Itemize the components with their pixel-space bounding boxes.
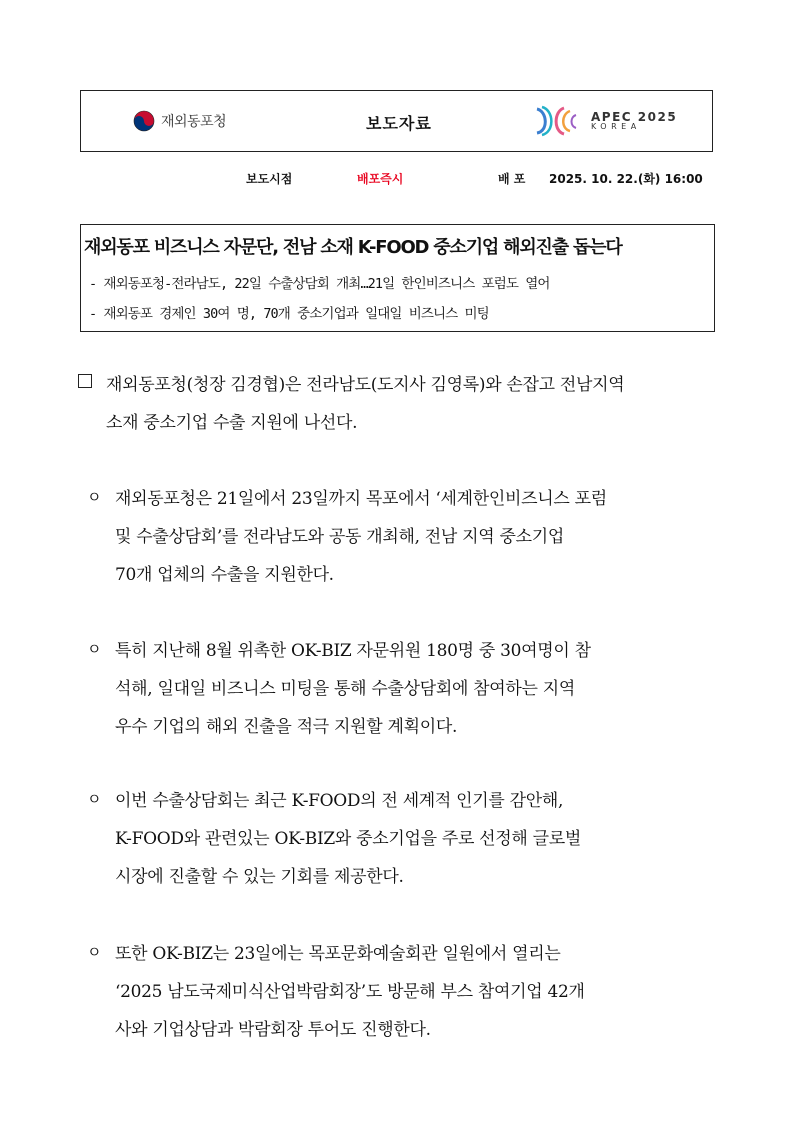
subheadline: - 재외동포청-전라남도, 22일 수출상담회 개최…21일 한인비즈니스 포럼도 열어	[89, 276, 550, 292]
org-logo	[133, 110, 226, 132]
press-header	[80, 90, 713, 152]
paragraph-line: 및 수출상담회’를 전라남도와 공동 개최해, 전남 지역 중소기업	[115, 527, 564, 547]
distribution-label: 배 포	[498, 172, 526, 186]
bullet-circle-icon: ㅇ	[87, 790, 102, 808]
headline-box	[80, 224, 715, 332]
release-time-label: 보도시점	[246, 172, 293, 186]
distribution-date: 2025. 10. 22.(화) 16:00	[549, 172, 703, 186]
paragraph-line: 우수 기업의 해외 진출을 적극 지원할 계획이다.	[115, 717, 458, 737]
subheadline: - 재외동포 경제인 30여 명, 70개 중소기업과 일대일 비즈니스 미팅	[89, 306, 489, 322]
apec-emblem-icon	[533, 103, 585, 139]
paragraph-line: 사와 기업상담과 박람회장 투어도 진행한다.	[115, 1020, 431, 1040]
paragraph-line: 석해, 일대일 비즈니스 미팅을 통해 수출상담회에 참여하는 지역	[115, 679, 576, 699]
paragraph-line: 특히 지난해 8월 위촉한 OK-BIZ 자문위원 180명 중 30여명이 참	[115, 641, 591, 661]
headline: 재외동포 비즈니스 자문단, 전남 소재 K-FOOD 중소기업 해외진출 돕는다	[84, 237, 622, 258]
document-type: 보도자료	[366, 114, 432, 133]
release-info	[0, 170, 793, 188]
bullet-circle-icon: ㅇ	[87, 640, 102, 658]
release-time-value: 배포즉시	[357, 172, 404, 186]
paragraph-line: 또한 OK-BIZ는 23일에는 목포문화예술회관 일원에서 열리는	[115, 944, 561, 964]
checkbox-square-icon	[78, 374, 92, 388]
paragraph-line: ‘2025 남도국제미식산업박람회장’도 방문해 부스 참여기업 42개	[115, 982, 585, 1002]
apec-logo	[533, 103, 677, 139]
intro-line: 재외동포청(청장 김경협)은 전라남도(도지사 김영록)와 손잡고 전남지역	[106, 375, 625, 395]
paragraph-line: 재외동포청은 21일에서 23일까지 목포에서 ‘세계한인비즈니스 포럼	[115, 489, 607, 509]
paragraph-line: K-FOOD와 관련있는 OK-BIZ와 중소기업을 주로 선정해 글로벌	[115, 829, 582, 849]
paragraph-line: 70개 업체의 수출을 지원한다.	[115, 565, 334, 585]
taegeuk-emblem-icon	[133, 110, 155, 132]
paragraph-line: 시장에 진출할 수 있는 기회를 제공한다.	[115, 867, 404, 887]
org-name: 재외동포청	[161, 114, 227, 130]
apec-subtitle: KOREA	[591, 122, 641, 132]
intro-line: 소재 중소기업 수출 지원에 나선다.	[106, 413, 358, 433]
bullet-circle-icon: ㅇ	[87, 488, 102, 506]
apec-title: APEC 2025	[591, 109, 678, 124]
bullet-circle-icon: ㅇ	[87, 943, 102, 961]
paragraph-line: 이번 수출상담회는 최근 K-FOOD의 전 세계적 인기를 감안해,	[115, 791, 564, 811]
